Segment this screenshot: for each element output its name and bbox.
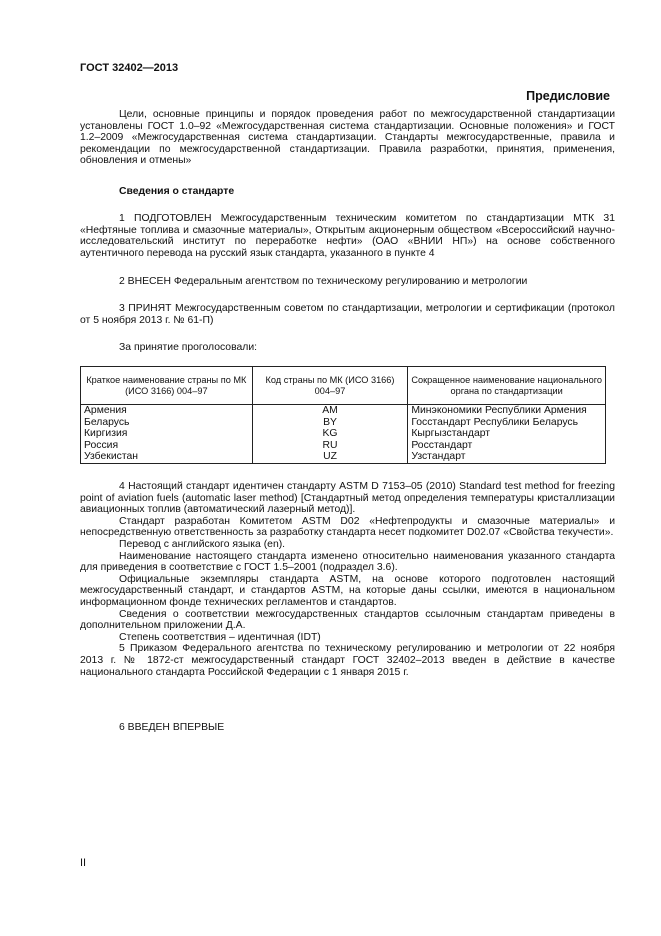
item-1-paragraph: 1 ПОДГОТОВЛЕН Межгосударственным техническим комитетом по стандартизации МТК 31 «Нефтяные топлива и смазочные материалы», Открытым акционерным обществом «Всероссийский научно-исследовательский институт по переработке нефти» (ОАО «ВНИИ НП») на основе собственного аутентичного перевода на русский язык стандарта, указанного в пункте 4 xyxy=(80,213,615,259)
column-header-country: Краткое наименование страны по МК (ИСО 3166) 004–97 xyxy=(81,367,253,405)
cell-body: Минэкономики Республики Армения xyxy=(408,405,606,417)
item-4-translation-paragraph: Перевод с английского языка (en). xyxy=(119,538,286,550)
cell-code: AM xyxy=(252,405,408,417)
item-4-title-change-paragraph: Наименование настоящего стандарта изменено относительно наименования указанного стандарта для приведения в соответствие с ГОСТ 1.5–2001 (подраздел 3.6). xyxy=(80,550,615,574)
item-4-correspondence-paragraph: Сведения о соответствии межгосударственных стандартов ссылочным стандартам приведены в дополнительном приложении Д.А. xyxy=(80,608,615,632)
item-4-developer-paragraph: Стандарт разработан Комитетом ASTM D02 «Нефтепродукты и смазочные материалы» и непосредственную ответственность за разработку стандарта несет подкомитет D02.07 «Свойства текучести». xyxy=(80,515,615,539)
cell-code: RU xyxy=(252,440,408,452)
item-5-paragraph: 5 Приказом Федерального агентства по техническому регулированию и метрологии от 22 ноября 2013 г. № 1872-ст межгосударственный стандарт ГОСТ 32402–2013 введен в действие в качестве национального стандарта Российской Федерации с 1 января 2015 г. xyxy=(80,643,615,678)
cell-body: Кыргызстандарт xyxy=(408,428,606,440)
voted-label: За принятие проголосовали: xyxy=(119,342,258,353)
cell-country: Узбекистан xyxy=(81,451,253,463)
item-4-degree-paragraph: Степень соответствия – идентичная (IDT) xyxy=(119,631,321,643)
cell-body: Госстандарт Республики Беларусь xyxy=(408,417,606,429)
section-heading: Сведения о стандарте xyxy=(119,186,235,197)
cell-body: Узстандарт xyxy=(408,451,606,463)
column-header-body: Сокращенное наименование национального органа по стандартизации xyxy=(408,367,606,405)
cell-code: UZ xyxy=(252,451,408,463)
cell-country: Армения xyxy=(81,405,253,417)
item-6-paragraph: 6 ВВЕДЕН ВПЕРВЫЕ xyxy=(119,722,225,733)
cell-country: Россия xyxy=(81,440,253,452)
voting-table xyxy=(80,366,606,464)
table-header-row xyxy=(81,367,606,405)
cell-country: Киргизия xyxy=(81,428,253,440)
table-row xyxy=(81,451,606,463)
item-3-paragraph: 3 ПРИНЯТ Межгосударственным советом по стандартизации, метрологии и сертификации (протокол от 5 ноября 2013 г. № 61-П) xyxy=(80,303,615,326)
document-code: ГОСТ 32402—2013 xyxy=(80,62,179,74)
item-4-official-copies-paragraph: Официальные экземпляры стандарта ASTM, на основе которого подготовлен настоящий межгосударственный стандарт, и стандартов ASTM, на которые даны ссылки, имеются в национальном информационном фонде технических регламентов и стандартов. xyxy=(80,573,615,608)
table-row xyxy=(81,440,606,452)
table-row xyxy=(81,428,606,440)
item-2-paragraph: 2 ВНЕСЕН Федеральным агентством по техническому регулированию и метрологии xyxy=(119,276,528,287)
column-header-code: Код страны по МК (ИСО 3166) 004–97 xyxy=(252,367,408,405)
cell-country: Беларусь xyxy=(81,417,253,429)
cell-body: Росстандарт xyxy=(408,440,606,452)
table-row xyxy=(81,405,606,417)
intro-paragraph: Цели, основные принципы и порядок проведения работ по межгосударственной стандартизации установлены ГОСТ 1.0–92 «Межгосударственная система стандартизации. Основные положения» и ГОСТ 1.2–2009 «Межгосударственная система стандартизации. Стандарты межгосударственные, правила и рекомендации по межгосударственной стандартизации. Правила разработки, принятия, применения, обновления и отмены» xyxy=(80,109,615,167)
item-4-paragraph: 4 Настоящий стандарт идентичен стандарту ASTM D 7153–05 (2010) Standard test method for freezing point of aviation fuels (automatic laser method) [Стандартный метод определения температуры кристаллизации авиационных топлив (автоматический лазерный метод)]. xyxy=(80,481,615,516)
table-row xyxy=(81,417,606,429)
page-title: Предисловие xyxy=(526,89,610,103)
cell-code: BY xyxy=(252,417,408,429)
cell-code: KG xyxy=(252,428,408,440)
page-number: II xyxy=(80,857,87,869)
item-4-section xyxy=(80,481,615,678)
